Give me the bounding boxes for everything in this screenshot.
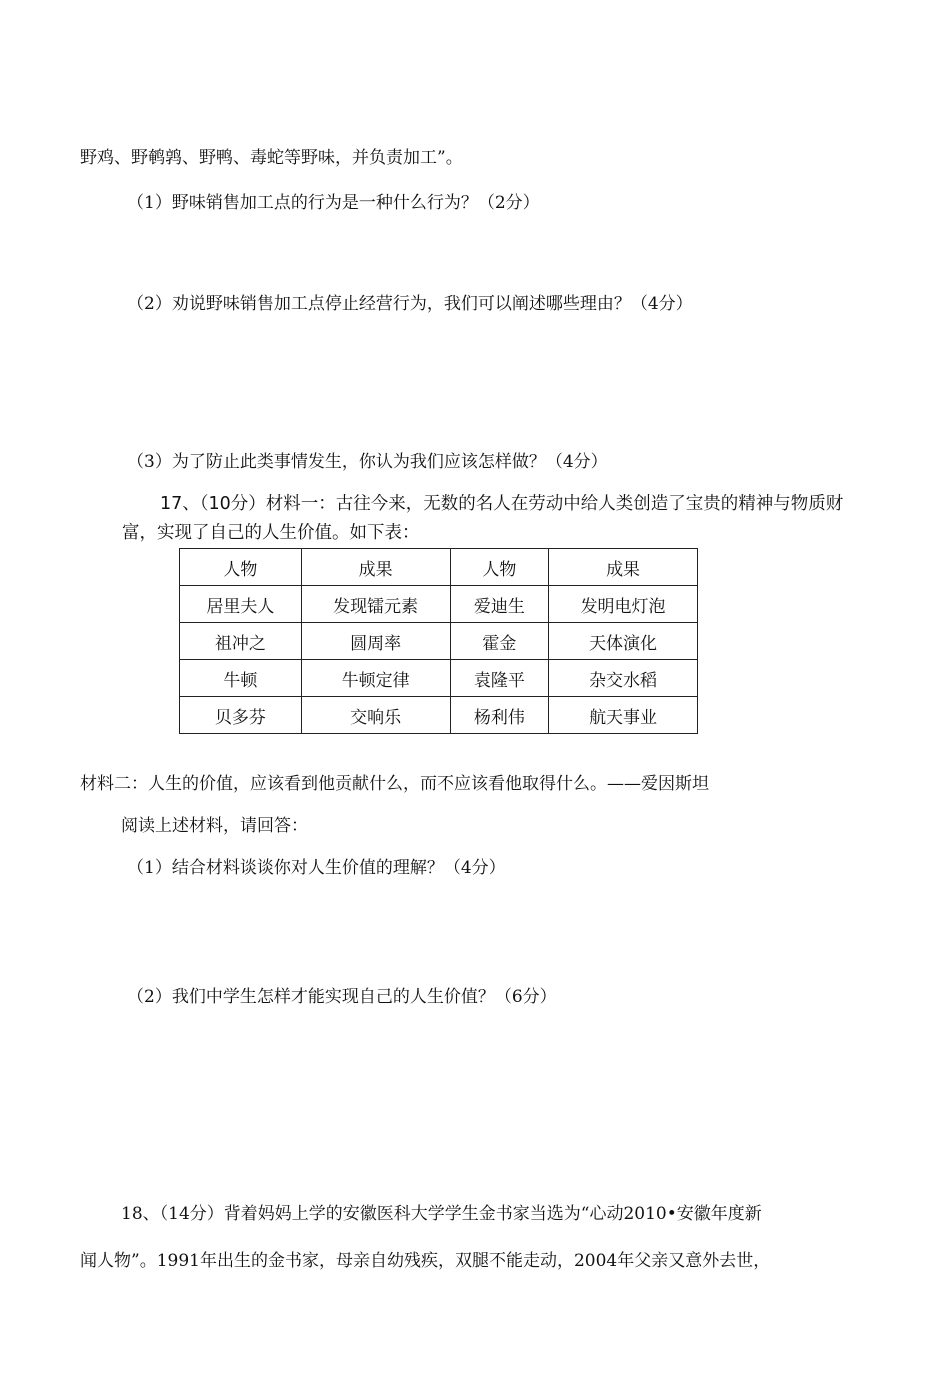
paragraph-continuation: 野鸡、野鹌鹑、野鸭、毒蛇等野味，并负责加工”。 (80, 148, 463, 168)
table-row (180, 586, 698, 623)
table-cell: 牛顿 (180, 660, 302, 697)
table-cell: 圆周率 (301, 623, 450, 660)
table-header-cell: 成果 (301, 549, 450, 586)
table-cell: 霍金 (450, 623, 549, 660)
table-row (180, 697, 698, 734)
question-17-intro-cont: 富，实现了自己的人生价值。如下表： (122, 523, 420, 543)
achievements-table (179, 548, 698, 734)
table-cell: 杂交水稻 (549, 660, 698, 697)
question-16-2: （2）劝说野味销售加工点停止经营行为，我们可以阐述哪些理由？（4分） (127, 294, 693, 314)
table-cell: 牛顿定律 (301, 660, 450, 697)
table-cell: 交响乐 (301, 697, 450, 734)
table-cell: 发现镭元素 (301, 586, 450, 623)
table-header-cell: 成果 (549, 549, 698, 586)
question-18-intro-cont: 闻人物”。1991年出生的金书家，母亲自幼残疾，双腿不能走动，2004年父亲又意外去世， (80, 1251, 771, 1271)
table-header-row (180, 549, 698, 586)
table-cell: 天体演化 (549, 623, 698, 660)
question-17-intro: 17、（10分）材料一：古往今来，无数的名人在劳动中给人类创造了宝贵的精神与物质财 (160, 494, 844, 514)
table-cell: 贝多芬 (180, 697, 302, 734)
table-cell: 祖冲之 (180, 623, 302, 660)
question-18-intro: 18、（14分）背着妈妈上学的安徽医科大学学生金书家当选为“心动2010•安徽年度新 (121, 1204, 762, 1224)
reading-instruction: 阅读上述材料，请回答： (121, 816, 308, 836)
question-17-1: （1）结合材料谈谈你对人生价值的理解？（4分） (127, 858, 506, 878)
table-cell: 发明电灯泡 (549, 586, 698, 623)
question-16-1: （1）野味销售加工点的行为是一种什么行为？（2分） (127, 193, 540, 213)
table-header-cell: 人物 (450, 549, 549, 586)
table-cell: 居里夫人 (180, 586, 302, 623)
table-row (180, 623, 698, 660)
material-two: 材料二：人生的价值，应该看到他贡献什么，而不应该看他取得什么。——爱因斯坦 (80, 774, 709, 794)
table-header-cell: 人物 (180, 549, 302, 586)
question-17-2: （2）我们中学生怎样才能实现自己的人生价值？（6分） (127, 987, 557, 1007)
table-cell: 杨利伟 (450, 697, 549, 734)
table-cell: 袁隆平 (450, 660, 549, 697)
table-cell: 航天事业 (549, 697, 698, 734)
question-16-3: （3）为了防止此类事情发生，你认为我们应该怎样做？（4分） (127, 452, 608, 472)
table-row (180, 660, 698, 697)
table-cell: 爱迪生 (450, 586, 549, 623)
